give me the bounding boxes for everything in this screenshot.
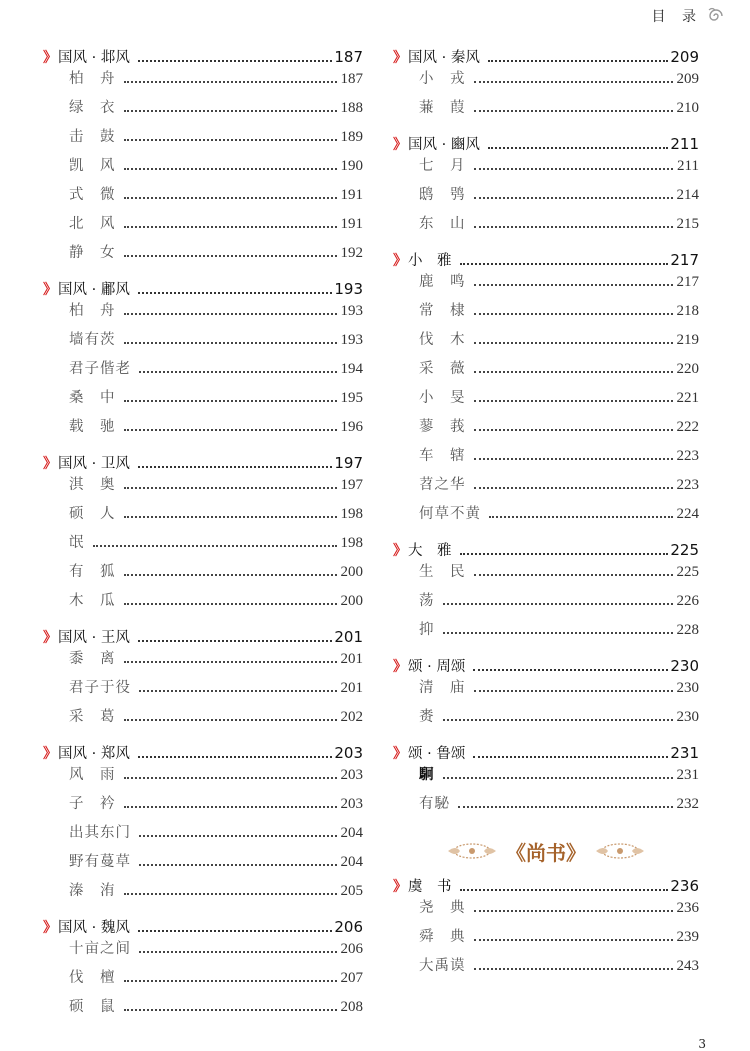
section-heading[interactable]: [43, 452, 363, 473]
toc-entry[interactable]: [43, 96, 363, 125]
dot-leader: [474, 81, 673, 83]
entry-title: 苕之华: [419, 477, 466, 493]
toc-entry[interactable]: [43, 241, 363, 270]
toc-section: [393, 46, 699, 125]
entry-page: 217: [676, 274, 699, 290]
toc-entry[interactable]: [393, 676, 699, 705]
entry-title: 风 雨: [69, 767, 116, 783]
dot-leader: [139, 951, 337, 953]
dot-leader: [474, 400, 673, 402]
dot-leader: [474, 574, 673, 576]
dot-leader: [124, 313, 337, 315]
dot-leader: [124, 400, 337, 402]
toc-entry[interactable]: [43, 154, 363, 183]
toc-right-column: [393, 46, 699, 991]
entry-page: 193: [340, 303, 363, 319]
dot-leader: [474, 910, 673, 912]
entry-page: 191: [340, 187, 363, 203]
toc-entry[interactable]: [393, 270, 699, 299]
toc-entry[interactable]: [43, 473, 363, 502]
section-heading[interactable]: [43, 916, 363, 937]
dot-leader: [124, 197, 337, 199]
section-page: 206: [334, 918, 363, 936]
section-heading[interactable]: [43, 278, 363, 299]
entry-page: 239: [676, 929, 699, 945]
dot-leader: [443, 719, 673, 721]
dot-leader: [139, 864, 337, 866]
toc-entry[interactable]: [43, 966, 363, 995]
section-heading[interactable]: [393, 875, 699, 896]
dot-leader: [138, 756, 333, 758]
toc-entry[interactable]: [393, 415, 699, 444]
section-title: 大 雅: [408, 543, 452, 559]
entry-title: 清 庙: [419, 680, 466, 696]
dot-leader: [474, 939, 673, 941]
toc-entry[interactable]: [43, 937, 363, 966]
toc-left-column: [43, 46, 363, 1032]
dot-leader: [474, 342, 673, 344]
chevron-right-icon: 》: [393, 137, 404, 153]
toc-entry[interactable]: [393, 705, 699, 734]
entry-title: 击 鼓: [69, 129, 116, 145]
entry-title: 车 辖: [419, 448, 466, 464]
dot-leader: [138, 60, 333, 62]
dot-leader: [458, 806, 673, 808]
entry-title: 静 女: [69, 245, 116, 261]
dot-leader: [474, 371, 673, 373]
floral-ornament-icon: [446, 841, 498, 861]
toc-entry[interactable]: [393, 589, 699, 618]
toc-entry[interactable]: [393, 792, 699, 821]
dot-leader: [124, 487, 337, 489]
section-page: 230: [670, 657, 699, 675]
toc-entry[interactable]: [393, 502, 699, 531]
toc-entry[interactable]: [43, 502, 363, 531]
entry-title: 黍 离: [69, 651, 116, 667]
entry-page: 209: [676, 71, 699, 87]
entry-page: 230: [676, 709, 699, 725]
entry-page: 193: [340, 332, 363, 348]
dot-leader: [460, 889, 669, 891]
entry-title: 载 驰: [69, 419, 116, 435]
entry-title: 君子于役: [69, 680, 131, 696]
section-page: 225: [670, 541, 699, 559]
entry-page: 230: [676, 680, 699, 696]
dot-leader: [124, 342, 337, 344]
section-title: 颂 · 周颂: [408, 659, 466, 675]
section-page: 217: [670, 251, 699, 269]
toc-entry[interactable]: [393, 96, 699, 125]
entry-page: 215: [676, 216, 699, 232]
section-heading[interactable]: [43, 742, 363, 763]
toc-entry[interactable]: [43, 560, 363, 589]
toc-entry[interactable]: [393, 67, 699, 96]
entry-title: 野有蔓草: [69, 854, 131, 870]
section-heading[interactable]: [43, 626, 363, 647]
dot-leader: [474, 168, 674, 170]
entry-title: 式 微: [69, 187, 116, 203]
dot-leader: [474, 429, 673, 431]
toc-entry[interactable]: [43, 821, 363, 850]
dot-leader: [474, 458, 673, 460]
section-title: 国风 · 魏风: [58, 920, 130, 936]
entry-title: 采 薇: [419, 361, 466, 377]
toc-entry[interactable]: [393, 299, 699, 328]
section-heading[interactable]: [393, 539, 699, 560]
toc-section: [393, 742, 699, 821]
section-heading[interactable]: [393, 742, 699, 763]
entry-page: 196: [340, 419, 363, 435]
entry-title: 七 月: [419, 158, 466, 174]
toc-section: [393, 655, 699, 734]
dot-leader: [443, 603, 673, 605]
entry-page: 243: [676, 958, 699, 974]
entry-page: 226: [676, 593, 699, 609]
section-title: 国风 · 王风: [58, 630, 130, 646]
toc-section: [43, 278, 363, 444]
chevron-right-icon: 》: [43, 920, 54, 936]
entry-page: 223: [676, 448, 699, 464]
toc-entry[interactable]: [43, 415, 363, 444]
section-page: 197: [334, 454, 363, 472]
dot-leader: [474, 110, 673, 112]
entry-page: 189: [340, 129, 363, 145]
dot-leader: [473, 756, 668, 758]
toc-entry[interactable]: [43, 792, 363, 821]
page-number: 3: [698, 1037, 706, 1051]
section-title: 国风 · 豳风: [408, 137, 480, 153]
entry-title: 硕 鼠: [69, 999, 116, 1015]
dot-leader: [474, 226, 673, 228]
entry-page: 204: [340, 854, 363, 870]
chevron-right-icon: 》: [43, 50, 54, 66]
section-heading[interactable]: [393, 655, 699, 676]
dot-leader: [138, 640, 333, 642]
toc-entry[interactable]: [393, 212, 699, 241]
toc-entry[interactable]: [43, 357, 363, 386]
entry-page: 219: [676, 332, 699, 348]
toc-entry[interactable]: [43, 705, 363, 734]
dot-leader: [124, 777, 337, 779]
section-title: 虞 书: [408, 879, 452, 895]
entry-title: 柏 舟: [69, 71, 116, 87]
dot-leader: [474, 487, 673, 489]
entry-title: 小 戎: [419, 71, 466, 87]
entry-page: 236: [676, 900, 699, 916]
entry-page: 201: [340, 651, 363, 667]
dot-leader: [124, 661, 337, 663]
entry-title: 采 葛: [69, 709, 116, 725]
dot-leader: [443, 632, 673, 634]
toc-entry[interactable]: [43, 589, 363, 618]
toc-entry[interactable]: [393, 618, 699, 647]
toc-entry[interactable]: [393, 444, 699, 473]
toc-entry[interactable]: [393, 357, 699, 386]
section-title: 国风 · 邶风: [58, 50, 130, 66]
toc-entry[interactable]: [43, 212, 363, 241]
dot-leader: [139, 371, 337, 373]
dot-leader: [124, 603, 337, 605]
book-title: 《尚书》: [506, 840, 586, 865]
dot-leader: [460, 263, 669, 265]
dot-leader: [474, 284, 673, 286]
dot-leader: [474, 313, 673, 315]
entry-title: 何草不黄: [419, 506, 481, 522]
entry-title: 凯 风: [69, 158, 116, 174]
dot-leader: [488, 147, 669, 149]
chevron-right-icon: 》: [43, 746, 54, 762]
entry-page: 224: [676, 506, 699, 522]
dot-leader: [124, 110, 337, 112]
entry-title: 淇 奥: [69, 477, 116, 493]
section-heading[interactable]: [393, 249, 699, 270]
entry-title: 氓: [69, 535, 85, 551]
toc-section: [43, 916, 363, 1024]
dot-leader: [124, 255, 337, 257]
entry-title: 蓼 莪: [419, 419, 466, 435]
toc-entry[interactable]: [43, 299, 363, 328]
toc-section: [393, 539, 699, 647]
toc-entry[interactable]: [393, 925, 699, 954]
entry-page: 210: [676, 100, 699, 116]
chevron-right-icon: 》: [393, 253, 404, 269]
toc-section: [393, 249, 699, 531]
entry-page: 232: [676, 796, 699, 812]
entry-title: 鸱 鸮: [419, 187, 466, 203]
dot-leader: [460, 553, 669, 555]
section-title: 国风 · 郑风: [58, 746, 130, 762]
section-page: 187: [334, 48, 363, 66]
entry-page: 198: [340, 535, 363, 551]
dot-leader: [138, 466, 333, 468]
entry-page: 191: [340, 216, 363, 232]
entry-title: 鹿 鸣: [419, 274, 466, 290]
toc-entry[interactable]: [43, 67, 363, 96]
entry-title: 伐 木: [419, 332, 466, 348]
entry-page: 218: [676, 303, 699, 319]
toc-section: [393, 875, 699, 983]
entry-page: 190: [340, 158, 363, 174]
entry-title: 绿 衣: [69, 100, 116, 116]
section-page: 209: [670, 48, 699, 66]
dot-leader: [124, 139, 337, 141]
dot-leader: [124, 429, 337, 431]
entry-page: 205: [340, 883, 363, 899]
entry-page: 195: [340, 390, 363, 406]
entry-page: 187: [340, 71, 363, 87]
toc-entry[interactable]: [43, 531, 363, 560]
dot-leader: [124, 81, 337, 83]
entry-page: 192: [340, 245, 363, 261]
dot-leader: [124, 168, 337, 170]
section-heading[interactable]: [393, 46, 699, 67]
toc-entry[interactable]: [43, 879, 363, 908]
toc-entry[interactable]: [43, 386, 363, 415]
section-title: 颂 · 鲁颂: [408, 746, 466, 762]
toc-entry[interactable]: [43, 676, 363, 705]
toc-entry[interactable]: [393, 154, 699, 183]
chevron-right-icon: 》: [393, 879, 404, 895]
entry-title: 荡: [419, 593, 435, 609]
entry-page: 200: [340, 564, 363, 580]
entry-title: 子 衿: [69, 796, 116, 812]
header-title: 目 录: [651, 9, 702, 25]
dot-leader: [124, 980, 337, 982]
entry-page: 223: [676, 477, 699, 493]
entry-page: 198: [340, 506, 363, 522]
entry-title: 溱 洧: [69, 883, 116, 899]
entry-title: 伐 檀: [69, 970, 116, 986]
chevron-right-icon: 》: [43, 456, 54, 472]
dot-leader: [473, 669, 668, 671]
entry-page: 220: [676, 361, 699, 377]
entry-page: 194: [340, 361, 363, 377]
toc-entry[interactable]: [393, 560, 699, 589]
entry-title: 尧 典: [419, 900, 466, 916]
dot-leader: [124, 1009, 337, 1011]
entry-title: 大禹谟: [419, 958, 466, 974]
section-page: 201: [334, 628, 363, 646]
section-page: 193: [334, 280, 363, 298]
dot-leader: [443, 777, 673, 779]
entry-page: 206: [340, 941, 363, 957]
toc-section: [43, 742, 363, 908]
dot-leader: [488, 60, 669, 62]
entry-title: 墙有茨: [69, 332, 116, 348]
toc-entry[interactable]: [393, 763, 699, 792]
entry-page: 225: [676, 564, 699, 580]
toc-section: [43, 626, 363, 734]
section-title: 小 雅: [408, 253, 452, 269]
toc-entry[interactable]: [43, 183, 363, 212]
dot-leader: [124, 574, 337, 576]
section-title: 国风 · 卫风: [58, 456, 130, 472]
entry-title: 君子偕老: [69, 361, 131, 377]
toc-section: [43, 452, 363, 618]
toc-entry[interactable]: [393, 473, 699, 502]
dot-leader: [138, 930, 333, 932]
section-title: 国风 · 秦风: [408, 50, 480, 66]
entry-title: 常 棣: [419, 303, 466, 319]
dot-leader: [139, 835, 337, 837]
toc-entry[interactable]: [43, 125, 363, 154]
dot-leader: [138, 292, 333, 294]
chevron-right-icon: 》: [43, 282, 54, 298]
entry-title: 东 山: [419, 216, 466, 232]
entry-title: 小 旻: [419, 390, 466, 406]
dot-leader: [93, 545, 337, 547]
entry-page: 204: [340, 825, 363, 841]
spiral-ornament-icon: [706, 6, 726, 26]
chevron-right-icon: 》: [43, 630, 54, 646]
dot-leader: [474, 690, 673, 692]
entry-title: 北 风: [69, 216, 116, 232]
section-page: 203: [334, 744, 363, 762]
entry-page: 200: [340, 593, 363, 609]
dot-leader: [124, 719, 337, 721]
entry-title: 抑: [419, 622, 435, 638]
entry-page: 221: [676, 390, 699, 406]
entry-title: 赉: [419, 709, 435, 725]
section-page: 231: [670, 744, 699, 762]
toc-section: [393, 133, 699, 241]
section-title: 国风 · 鄘风: [58, 282, 130, 298]
entry-title: 舜 典: [419, 929, 466, 945]
entry-title: 有駜: [419, 796, 450, 812]
entry-title: 柏 舟: [69, 303, 116, 319]
entry-title: 出其东门: [69, 825, 131, 841]
entry-page: 211: [677, 158, 699, 174]
dot-leader: [474, 968, 673, 970]
toc-entry[interactable]: [43, 995, 363, 1024]
floral-ornament-icon: [594, 841, 646, 861]
entry-title: 桑 中: [69, 390, 116, 406]
toc-entry[interactable]: [393, 954, 699, 983]
entry-page: 231: [676, 767, 699, 783]
chevron-right-icon: 》: [393, 746, 404, 762]
entry-page: 208: [340, 999, 363, 1015]
section-heading[interactable]: [393, 133, 699, 154]
toc-section: [43, 46, 363, 270]
entry-page: 203: [340, 767, 363, 783]
toc-entry[interactable]: [43, 763, 363, 792]
entry-title: 生 民: [419, 564, 466, 580]
page-header: [652, 6, 726, 26]
toc-entry[interactable]: [393, 896, 699, 925]
book-title-banner: [393, 833, 699, 869]
toc-entry[interactable]: [43, 850, 363, 879]
entry-title: 木 瓜: [69, 593, 116, 609]
entry-title: 蒹 葭: [419, 100, 466, 116]
dot-leader: [474, 197, 673, 199]
dot-leader: [124, 893, 337, 895]
section-heading[interactable]: [43, 46, 363, 67]
toc-entry[interactable]: [393, 386, 699, 415]
toc-entry[interactable]: [393, 328, 699, 357]
section-page: 236: [670, 877, 699, 895]
entry-page: 214: [676, 187, 699, 203]
toc-entry[interactable]: [43, 328, 363, 357]
entry-page: 203: [340, 796, 363, 812]
toc-entry[interactable]: [393, 183, 699, 212]
entry-title: 駉: [419, 766, 435, 783]
chevron-right-icon: 》: [393, 659, 404, 675]
entry-page: 222: [676, 419, 699, 435]
chevron-right-icon: 》: [393, 50, 404, 66]
entry-page: 197: [340, 477, 363, 493]
dot-leader: [124, 806, 337, 808]
entry-title: 硕 人: [69, 506, 116, 522]
entry-page: 228: [676, 622, 699, 638]
section-page: 211: [670, 135, 699, 153]
dot-leader: [489, 516, 673, 518]
toc-entry[interactable]: [43, 647, 363, 676]
dot-leader: [139, 690, 337, 692]
dot-leader: [124, 516, 337, 518]
entry-page: 201: [340, 680, 363, 696]
dot-leader: [124, 226, 337, 228]
entry-title: 十亩之间: [69, 941, 131, 957]
entry-page: 188: [340, 100, 363, 116]
entry-page: 207: [340, 970, 363, 986]
entry-title: 有 狐: [69, 564, 116, 580]
entry-page: 202: [340, 709, 363, 725]
chevron-right-icon: 》: [393, 543, 404, 559]
